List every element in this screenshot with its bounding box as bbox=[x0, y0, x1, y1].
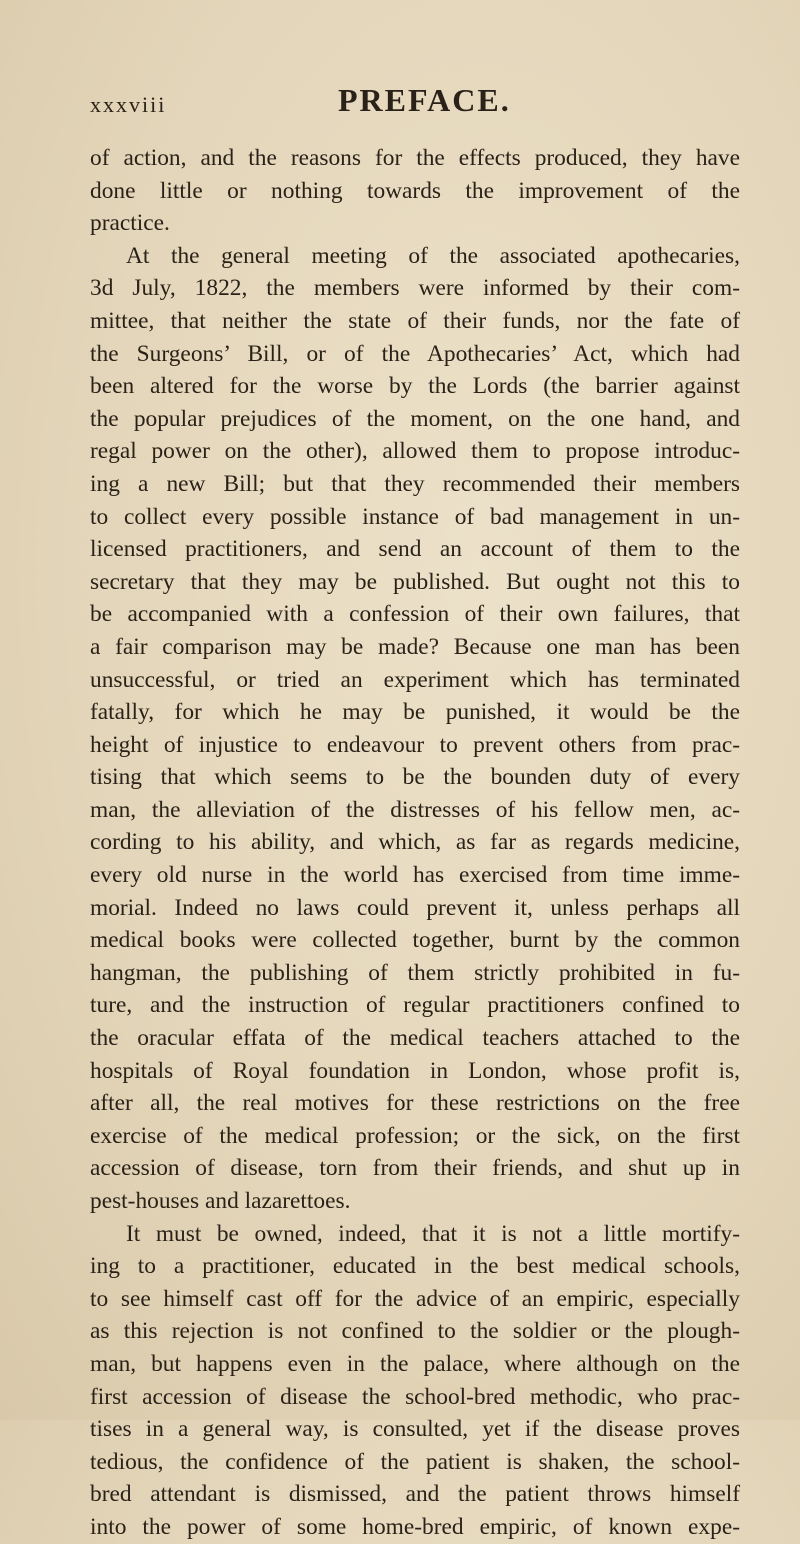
text-line: bred attendant is dismissed, and the patient throws himself bbox=[90, 1481, 740, 1508]
running-title: PREFACE. bbox=[338, 82, 511, 118]
text-line: practice. bbox=[90, 210, 170, 237]
text-line: to see himself cast off for the advice of an empiric, especially bbox=[90, 1285, 740, 1312]
text-line: fatally, for which he may be punished, it would be the bbox=[90, 699, 740, 726]
text-line: as this rejection is not confined to the soldier or the plough- bbox=[90, 1318, 740, 1345]
text-line: licensed practitioners, and send an account of them to the bbox=[90, 536, 740, 563]
text-line: ing to a practitioner, educated in the best medical schools, bbox=[90, 1253, 740, 1280]
text-line: cording to his ability, and which, as far as regards medicine, bbox=[90, 829, 740, 856]
text-line: to collect every possible instance of bad management in un- bbox=[90, 503, 740, 530]
text-line: be accompanied with a confession of their own failures, that bbox=[90, 601, 740, 628]
text-line: accession of disease, torn from their friends, and shut up in bbox=[90, 1155, 740, 1182]
text-line: hangman, the publishing of them strictly prohibited in fu- bbox=[90, 959, 740, 986]
text-line: been altered for the worse by the Lords (the barrier against bbox=[90, 373, 740, 400]
text-line: tising that which seems to be the bounden duty of every bbox=[90, 764, 740, 791]
running-header bbox=[90, 82, 740, 128]
text-line: man, the alleviation of the distresses of his fellow men, ac- bbox=[90, 796, 740, 823]
text-line: into the power of some home-bred empiric, of known expe- bbox=[90, 1513, 740, 1540]
page-number: xxxviii bbox=[90, 92, 167, 117]
paragraph-start-line: At the general meeting of the associated apothecaries, bbox=[126, 242, 740, 269]
text-line: regal power on the other), allowed them to propose introduc- bbox=[90, 438, 740, 465]
text-line: ture, and the instruction of regular practitioners confined to bbox=[90, 992, 740, 1019]
text-line: of action, and the reasons for the effects produced, they have bbox=[90, 145, 740, 171]
text-line: pest-houses and lazarettoes. bbox=[90, 1188, 351, 1214]
text-line: the Surgeons’ Bill, or of the Apothecaries’ Act, which had bbox=[90, 340, 740, 367]
text-line: tises in a general way, is consulted, yet if the disease proves bbox=[90, 1416, 740, 1443]
text-line: height of injustice to endeavour to prevent others from prac- bbox=[90, 731, 740, 758]
paragraph-start-line: It must be owned, indeed, that it is not a little mortify- bbox=[126, 1220, 740, 1247]
text-line: unsuccessful, or tried an experiment which has terminated bbox=[90, 666, 740, 693]
text-line: the oracular effata of the medical teachers attached to the bbox=[90, 1025, 740, 1052]
text-line: after all, the real motives for these restrictions on the free bbox=[90, 1090, 740, 1117]
text-line: first accession of disease the school-bred methodic, who prac- bbox=[90, 1383, 740, 1410]
text-line: hospitals of Royal foundation in London, whose profit is, bbox=[90, 1057, 740, 1084]
text-line: the popular prejudices of the moment, on the one hand, and bbox=[90, 405, 740, 432]
text-line: a fair comparison may be made? Because one man has been bbox=[90, 633, 740, 660]
text-line: 3d July, 1822, the members were informed by their com- bbox=[90, 275, 740, 302]
text-line: morial. Indeed no laws could prevent it, unless perhaps all bbox=[90, 894, 740, 921]
text-line: secretary that they may be published. But ought not this to bbox=[90, 568, 740, 595]
text-line: man, but happens even in the palace, where although on the bbox=[90, 1350, 740, 1377]
text-line: done little or nothing towards the improvement of the bbox=[90, 177, 740, 204]
text-line: every old nurse in the world has exercised from time imme- bbox=[90, 862, 740, 889]
text-line: tedious, the confidence of the patient is shaken, the school- bbox=[90, 1448, 740, 1475]
text-line: medical books were collected together, burnt by the common bbox=[90, 927, 740, 954]
text-line: exercise of the medical profession; or the sick, on the first bbox=[90, 1122, 740, 1149]
text-line: mittee, that neither the state of their funds, nor the fate of bbox=[90, 307, 740, 334]
text-line: ing a new Bill; but that they recommended their members bbox=[90, 470, 740, 497]
body-text bbox=[90, 142, 740, 1544]
